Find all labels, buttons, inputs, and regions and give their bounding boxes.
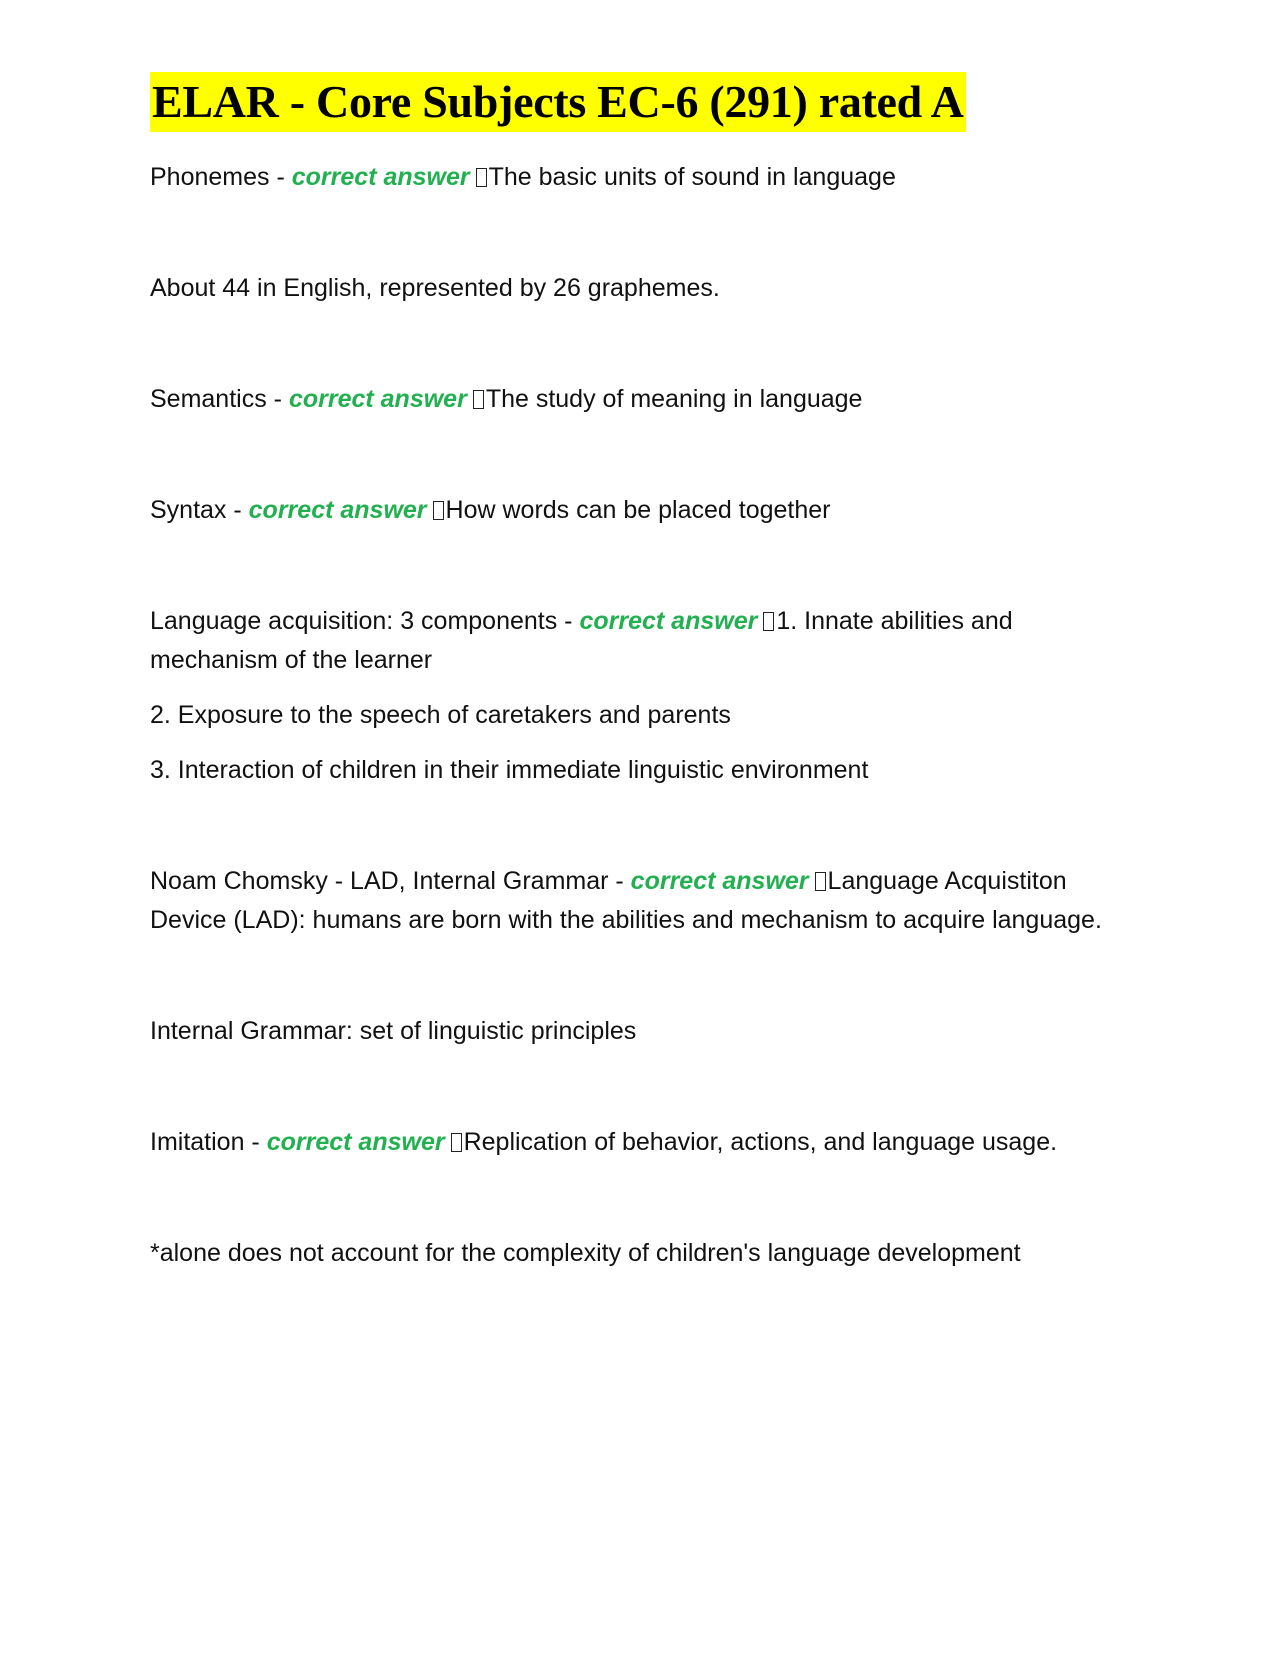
definition: Language Acquistiton Device (LAD): humans are born with the abilities and mechanism to acquire language. — [150, 867, 1102, 934]
title-wrap — [150, 72, 1130, 132]
checkbox-glyph-icon — [473, 390, 484, 409]
checkbox-glyph-icon — [763, 612, 774, 631]
page-title: ELAR - Core Subjects EC-6 (291) rated A — [150, 72, 966, 132]
term: Imitation - — [150, 1128, 267, 1156]
definition: The study of meaning in language — [485, 385, 863, 413]
term: Noam Chomsky - LAD, Internal Grammar - — [150, 867, 631, 895]
entry-phonemes-extra — [150, 269, 1130, 308]
correct-answer-label: correct answer — [579, 607, 758, 635]
correct-answer-label: correct answer — [288, 385, 467, 413]
extra-text: 2. Exposure to the speech of caretakers and parents — [150, 701, 731, 729]
entry-chomsky — [150, 862, 1130, 940]
extra-text: 3. Interaction of children in their immediate linguistic environment — [150, 756, 869, 784]
document-content — [150, 72, 1130, 1273]
correct-answer-label: correct answer — [630, 867, 809, 895]
entry-internal-grammar — [150, 1012, 1130, 1051]
entry-syntax — [150, 491, 1130, 530]
term: Phonemes - — [150, 163, 292, 191]
definition: Replication of behavior, actions, and language usage. — [463, 1128, 1058, 1156]
checkbox-glyph-icon — [433, 501, 444, 520]
checkbox-glyph-icon — [815, 872, 826, 891]
correct-answer-label: correct answer — [266, 1128, 445, 1156]
term: Language acquisition: 3 components - — [150, 607, 580, 635]
entry-imitation-note — [150, 1234, 1130, 1273]
definition: How words can be placed together — [445, 496, 831, 524]
checkbox-glyph-icon — [476, 168, 487, 187]
definition: The basic units of sound in language — [488, 163, 896, 191]
term: Syntax - — [150, 496, 249, 524]
term: Semantics - — [150, 385, 289, 413]
entry-acquisition-item-2 — [150, 696, 1130, 735]
entry-semantics — [150, 380, 1130, 419]
entry-imitation — [150, 1123, 1130, 1162]
entry-language-acquisition — [150, 602, 1130, 680]
correct-answer-label: correct answer — [248, 496, 427, 524]
checkbox-glyph-icon — [451, 1133, 462, 1152]
extra-text: *alone does not account for the complexity of children's language development — [150, 1239, 1021, 1267]
entry-phonemes — [150, 158, 1130, 197]
extra-text: About 44 in English, represented by 26 graphemes. — [150, 274, 720, 302]
entry-acquisition-item-3 — [150, 751, 1130, 790]
extra-text: Internal Grammar: set of linguistic principles — [150, 1017, 637, 1045]
definition: 1. Innate abilities and mechanism of the learner — [150, 607, 1013, 674]
correct-answer-label: correct answer — [291, 163, 470, 191]
